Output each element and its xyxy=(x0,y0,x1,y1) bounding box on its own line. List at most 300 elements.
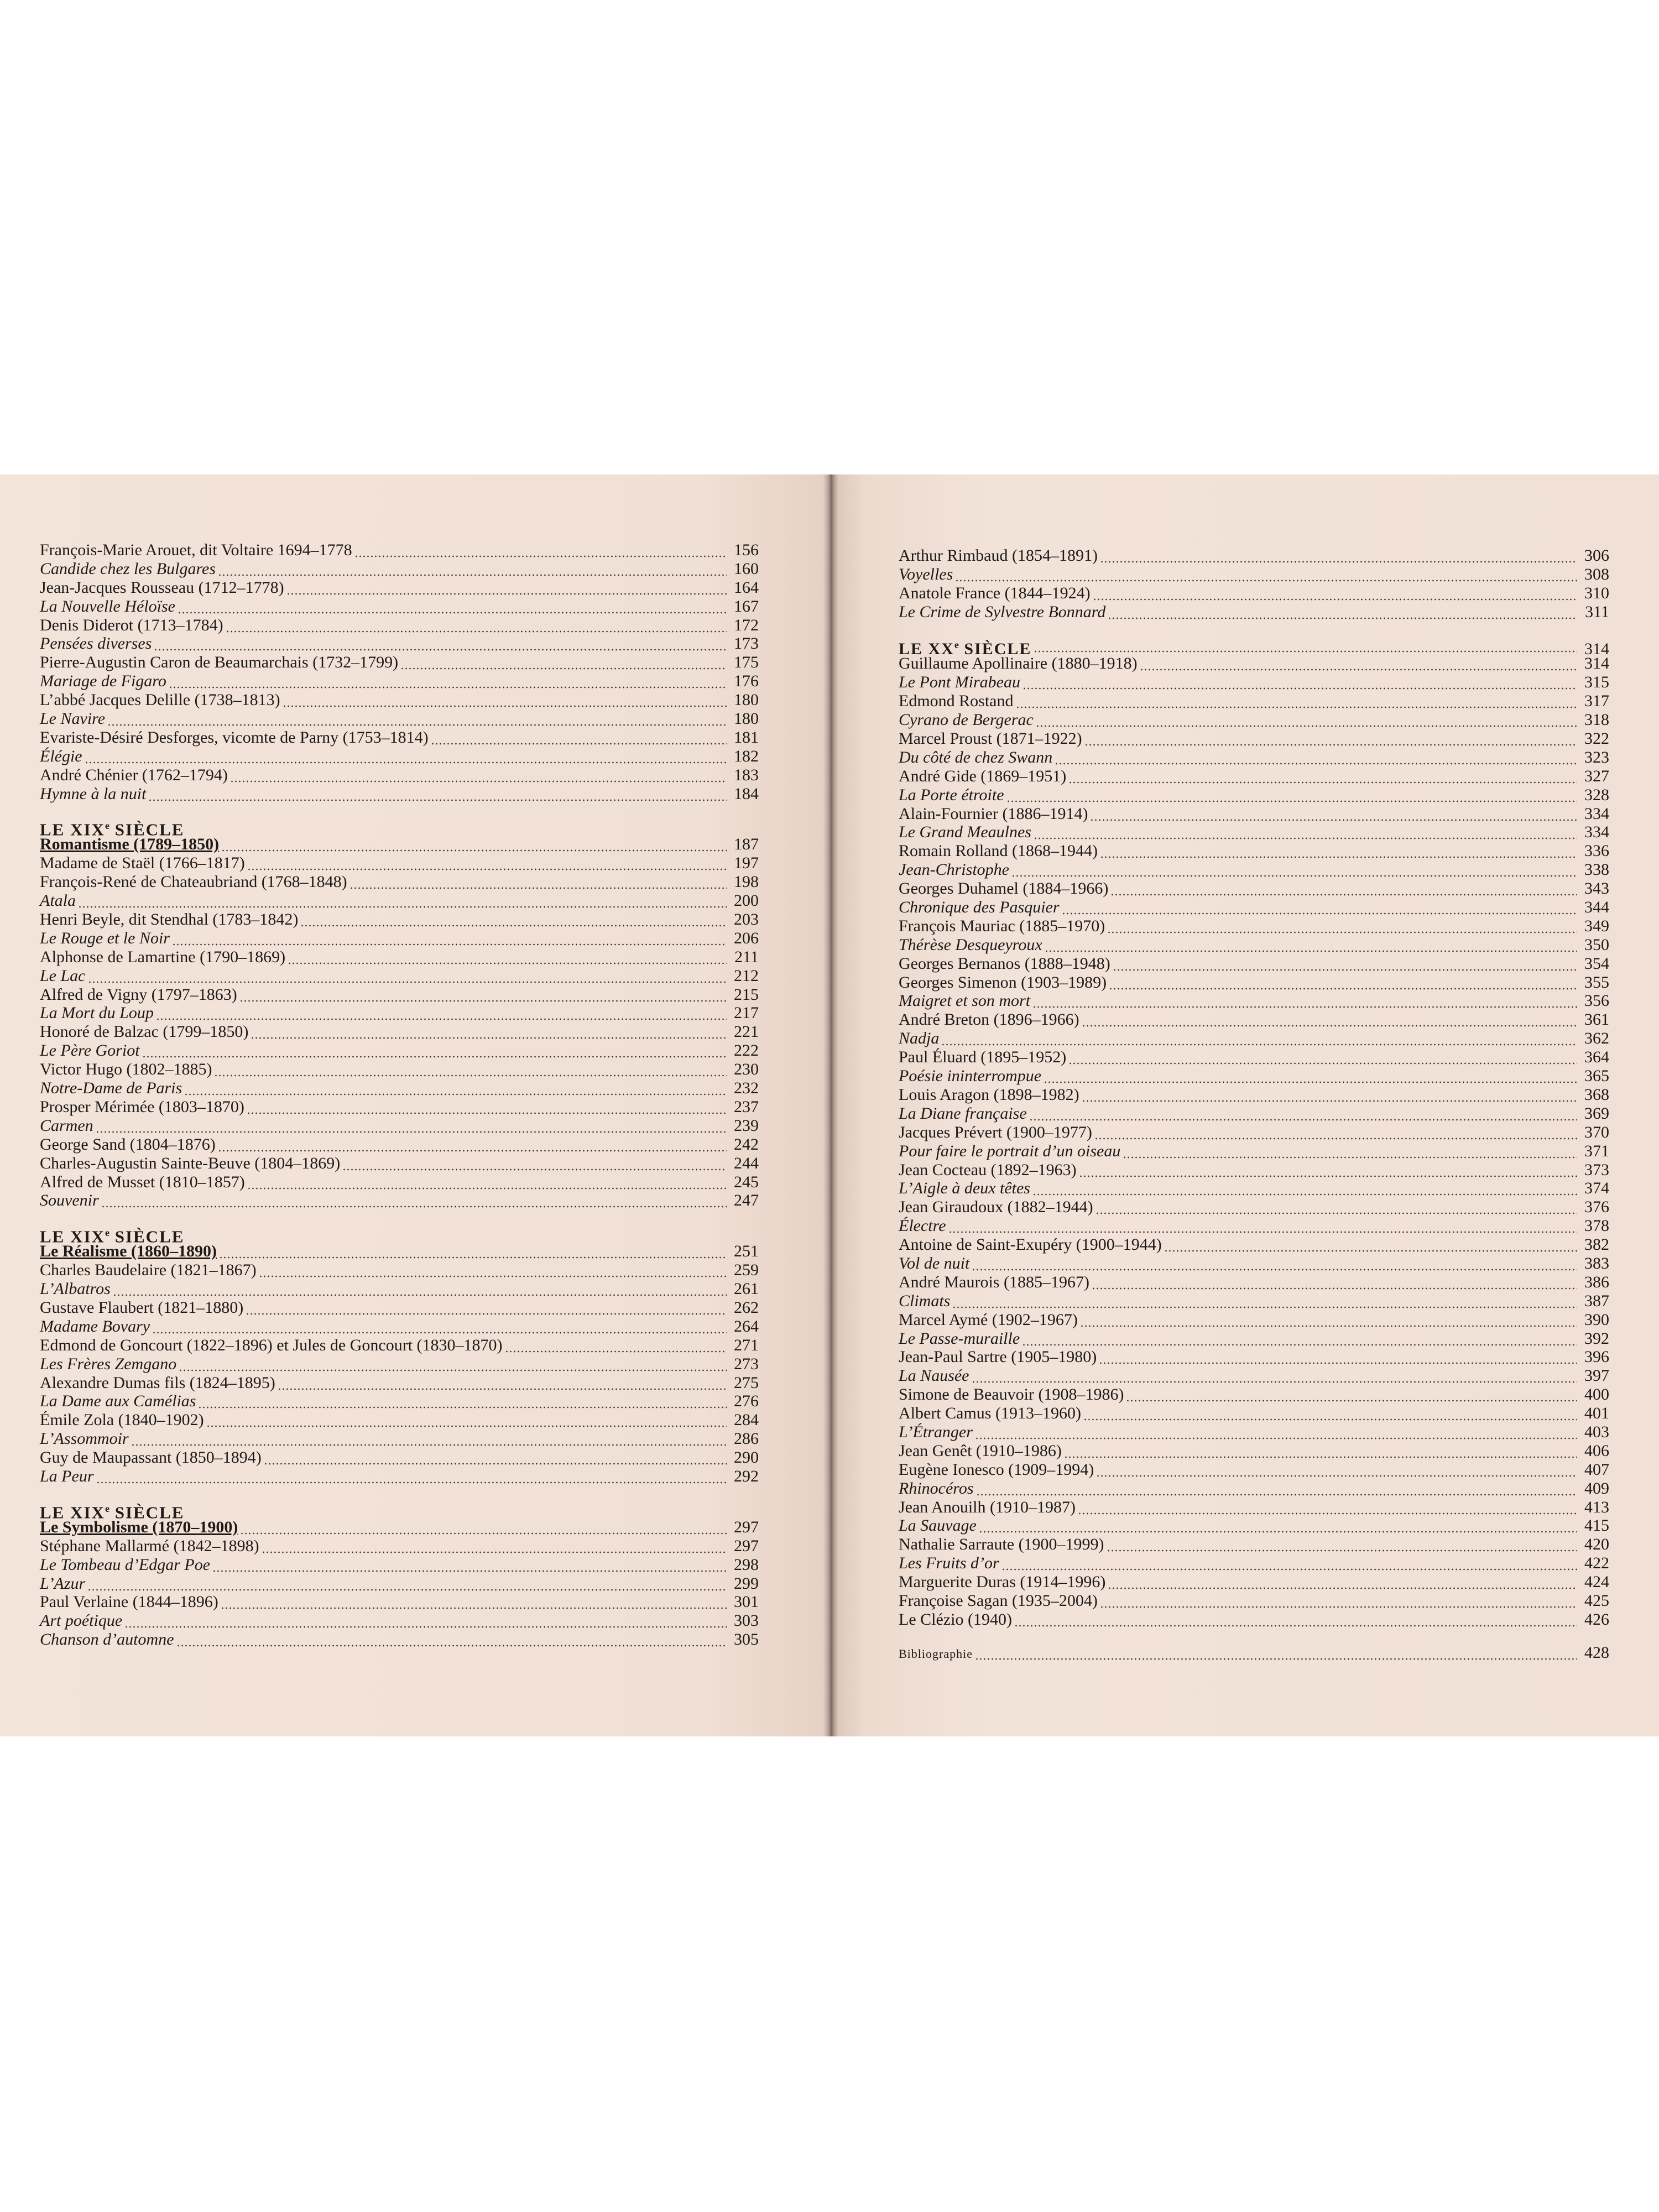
toc-entry xyxy=(40,653,759,672)
toc-entry xyxy=(899,1535,1609,1554)
toc-page-number: 215 xyxy=(734,985,759,1004)
toc-page-number: 343 xyxy=(1584,879,1609,898)
dot-leader xyxy=(247,854,727,873)
dot-leader xyxy=(1107,1535,1577,1554)
dot-leader xyxy=(278,1374,727,1392)
toc-entry xyxy=(899,1573,1609,1592)
dot-leader xyxy=(152,1317,727,1336)
toc-entry xyxy=(40,560,759,578)
toc-page-number: 247 xyxy=(734,1191,759,1210)
toc-entry xyxy=(40,1298,759,1317)
dot-leader xyxy=(1164,1235,1577,1254)
dot-leader xyxy=(1029,1104,1577,1123)
toc-entry-title: Bibliographie xyxy=(899,1646,973,1661)
toc-entry xyxy=(40,1173,759,1192)
toc-entry xyxy=(899,1366,1609,1385)
dot-leader xyxy=(96,1117,727,1135)
toc-entry-title: André Breton (1896–1966) xyxy=(899,1010,1079,1029)
dot-leader xyxy=(78,891,727,910)
toc-entry-title: Françoise Sagan (1935–2004) xyxy=(899,1591,1098,1610)
toc-entry-title: Le Crime de Sylvestre Bonnard xyxy=(899,602,1106,621)
dot-leader xyxy=(1126,1385,1577,1404)
dot-leader xyxy=(972,1254,1577,1273)
toc-page-number: 284 xyxy=(734,1411,759,1430)
dot-leader xyxy=(1108,603,1577,622)
toc-entry xyxy=(899,546,1609,565)
toc-page-number: 245 xyxy=(734,1172,759,1191)
toc-page-number: 160 xyxy=(734,559,759,578)
toc-entry xyxy=(40,1374,759,1392)
dot-leader xyxy=(1108,1573,1577,1592)
toc-page-number: 334 xyxy=(1584,804,1609,823)
dot-leader xyxy=(948,1217,1577,1235)
toc-page-number: 397 xyxy=(1584,1366,1609,1385)
toc-page-number: 428 xyxy=(1584,1643,1609,1662)
dot-leader xyxy=(1094,1123,1577,1142)
toc-entry-title: Marcel Aymé (1902–1967) xyxy=(899,1310,1078,1329)
toc-page-number: 314 xyxy=(1584,654,1609,673)
toc-page-number: 182 xyxy=(734,747,759,765)
dot-leader xyxy=(952,1292,1577,1311)
toc-page-number: 382 xyxy=(1584,1235,1609,1254)
toc-entry xyxy=(40,1098,759,1117)
toc-entry xyxy=(899,673,1609,692)
toc-entry xyxy=(899,1161,1609,1180)
toc-entry-title: Charles Baudelaire (1821–1867) xyxy=(40,1261,257,1280)
toc-entry xyxy=(899,1460,1609,1479)
spacer xyxy=(899,1629,1609,1644)
toc-entry xyxy=(40,691,759,709)
toc-page-number: 386 xyxy=(1584,1272,1609,1291)
toc-entry xyxy=(899,1010,1609,1029)
toc-entry-title: Le Pont Mirabeau xyxy=(899,673,1020,692)
toc-entry-title: Evariste-Désiré Desforges, vicomte de Parny (1753–1814) xyxy=(40,728,429,747)
toc-page-number: 206 xyxy=(734,928,759,947)
toc-entry-title: Élégie xyxy=(40,747,82,765)
dot-leader xyxy=(941,1029,1577,1048)
dot-leader xyxy=(148,785,727,804)
toc-entry xyxy=(40,1242,759,1261)
toc-page-number: 407 xyxy=(1584,1460,1609,1479)
dot-leader xyxy=(1109,973,1577,992)
toc-entry xyxy=(899,992,1609,1010)
toc-entry xyxy=(899,692,1609,711)
toc-entry xyxy=(40,854,759,873)
dot-leader xyxy=(349,873,727,891)
toc-entry-title: Jean-Jacques Rousseau (1712–1778) xyxy=(40,578,284,597)
toc-entry xyxy=(899,1179,1609,1198)
toc-entry xyxy=(40,616,759,635)
dot-leader xyxy=(1044,1067,1577,1086)
toc-entry-title: L’Aigle à deux têtes xyxy=(899,1179,1030,1198)
toc-entry xyxy=(899,973,1609,992)
dot-leader xyxy=(1107,917,1577,936)
toc-entry xyxy=(40,1537,759,1556)
toc-page-number: 426 xyxy=(1584,1610,1609,1629)
dot-leader xyxy=(1032,992,1577,1010)
dot-leader xyxy=(154,634,727,653)
dot-leader xyxy=(240,1518,727,1537)
toc-page-number: 203 xyxy=(734,910,759,929)
toc-entry-title: Maigret et son mort xyxy=(899,992,1031,1010)
toc-page-number: 237 xyxy=(734,1097,759,1116)
dot-leader xyxy=(1082,1010,1577,1029)
toc-entry xyxy=(899,711,1609,729)
dot-leader xyxy=(1034,636,1577,655)
toc-entry xyxy=(40,1467,759,1486)
toc-entry xyxy=(899,1104,1609,1123)
dot-leader xyxy=(1068,767,1577,786)
toc-entry xyxy=(899,1273,1609,1292)
toc-entry-title: Le Symbolisme (1870–1900) xyxy=(40,1517,238,1536)
dot-leader xyxy=(264,1448,727,1467)
toc-entry xyxy=(899,1442,1609,1460)
dot-leader xyxy=(1055,748,1577,767)
toc-entry-title: La Peur xyxy=(40,1467,94,1485)
dot-leader xyxy=(184,1079,727,1098)
toc-entry xyxy=(40,1317,759,1336)
toc-entry xyxy=(899,1235,1609,1254)
toc-entry xyxy=(899,954,1609,973)
toc-entry xyxy=(899,1217,1609,1235)
toc-entry-title: La Nausée xyxy=(899,1366,969,1385)
toc-entry-title: Alain-Fournier (1886–1914) xyxy=(899,804,1088,823)
toc-entry-title: André Chénier (1762–1794) xyxy=(40,765,228,784)
toc-page-number: 198 xyxy=(734,873,759,891)
dot-leader xyxy=(1092,1273,1577,1292)
dot-leader xyxy=(1078,1498,1577,1517)
toc-page-number: 396 xyxy=(1584,1348,1609,1366)
toc-entry-title: Pensées diverses xyxy=(40,634,152,653)
toc-entry xyxy=(899,1086,1609,1104)
dot-leader xyxy=(1034,823,1577,842)
toc-entry-title: Mariage de Figaro xyxy=(40,672,166,691)
toc-page-number: 200 xyxy=(734,891,759,910)
dot-leader xyxy=(1100,1592,1577,1610)
toc-entry xyxy=(40,709,759,728)
dot-leader xyxy=(212,1556,727,1574)
toc-entry-title: Alexandre Dumas fils (1824–1895) xyxy=(40,1373,275,1392)
toc-page-number: 292 xyxy=(734,1467,759,1485)
toc-page-number: 167 xyxy=(734,597,759,615)
toc-entry-title: Simone de Beauvoir (1908–1986) xyxy=(899,1385,1124,1404)
dot-leader xyxy=(247,1098,727,1117)
toc-entry-title: Le Passe-muraille xyxy=(899,1329,1020,1348)
toc-page-number: 297 xyxy=(734,1536,759,1555)
dot-leader xyxy=(1099,1348,1577,1366)
toc-entry-title: François-Marie Arouet, dit Voltaire 1694–1778 xyxy=(40,541,352,559)
toc-entry-title: Le Lac xyxy=(40,966,86,985)
toc-page-number: 298 xyxy=(734,1555,759,1574)
toc-entry xyxy=(40,835,759,854)
toc-entry-title: Paul Éluard (1895–1952) xyxy=(899,1048,1067,1067)
dot-leader xyxy=(131,1430,727,1448)
toc-entry-title: George Sand (1804–1876) xyxy=(40,1135,216,1154)
toc-entry xyxy=(40,948,759,967)
toc-entry-title: Jean Genêt (1910–1986) xyxy=(899,1441,1062,1460)
toc-page-number: 387 xyxy=(1584,1291,1609,1310)
dot-leader xyxy=(1062,898,1577,917)
toc-entry xyxy=(40,910,759,929)
toc-page-number: 403 xyxy=(1584,1422,1609,1441)
toc-entry-title: Le Clézio (1940) xyxy=(899,1610,1012,1629)
dot-leader xyxy=(246,1298,727,1317)
toc-entry-title: L’abbé Jacques Delille (1738–1813) xyxy=(40,691,280,709)
toc-page-number: 197 xyxy=(734,854,759,873)
toc-page-number: 273 xyxy=(734,1354,759,1373)
toc-entry-title: Du côté de chez Swann xyxy=(899,748,1053,766)
toc-entry xyxy=(899,1385,1609,1404)
spacer xyxy=(899,622,1609,636)
toc-page-number: 323 xyxy=(1584,748,1609,766)
dot-leader xyxy=(87,1574,727,1593)
dot-leader xyxy=(300,910,727,929)
toc-page-number: 184 xyxy=(734,784,759,803)
toc-entry-title: Arthur Rimbaud (1854–1891) xyxy=(899,546,1098,565)
toc-page-number: 286 xyxy=(734,1430,759,1448)
toc-entry-title: Thérèse Desqueyroux xyxy=(899,935,1042,954)
dot-leader xyxy=(342,1154,727,1173)
dot-leader xyxy=(179,1355,727,1374)
toc-entry xyxy=(40,1261,759,1280)
toc-entry-title: Madame Bovary xyxy=(40,1317,150,1335)
dot-leader xyxy=(354,541,727,560)
toc-page-number: 383 xyxy=(1584,1254,1609,1272)
toc-entry xyxy=(40,1336,759,1355)
toc-entry xyxy=(40,747,759,766)
dot-leader xyxy=(972,1366,1578,1385)
dot-leader xyxy=(1068,1048,1577,1067)
toc-page-number: 276 xyxy=(734,1392,759,1411)
toc-page-number: 344 xyxy=(1584,898,1609,917)
toc-page-number: 275 xyxy=(734,1373,759,1392)
toc-entry xyxy=(899,1254,1609,1273)
dot-leader xyxy=(1011,860,1577,879)
dot-leader xyxy=(975,1423,1577,1442)
toc-entry xyxy=(40,891,759,910)
dot-leader xyxy=(1006,786,1577,805)
dot-leader xyxy=(259,1261,727,1280)
toc-entry-title: Pierre-Augustin Caron de Beaumarchais (1732–1799) xyxy=(40,653,399,672)
dot-leader xyxy=(1045,936,1577,954)
toc-page-number: 361 xyxy=(1584,1010,1609,1029)
toc-entry-title: Jean-Christophe xyxy=(899,860,1009,879)
toc-entry-title: L’Azur xyxy=(40,1574,86,1593)
toc-page-number: 303 xyxy=(734,1611,759,1630)
toc-page-number: 409 xyxy=(1584,1479,1609,1498)
dot-leader xyxy=(221,835,727,854)
toc-entry xyxy=(40,1060,759,1079)
toc-entry-title: Le Grand Meaulnes xyxy=(899,823,1031,842)
toc-entry xyxy=(899,1048,1609,1067)
section-heading: LE XIXe SIÈCLE xyxy=(40,1503,185,1522)
dot-leader xyxy=(286,578,727,597)
dot-leader xyxy=(178,597,727,616)
dot-leader xyxy=(1016,692,1578,711)
toc-entry xyxy=(899,767,1609,786)
toc-entry xyxy=(899,936,1609,954)
toc-entry-title: La Porte étroite xyxy=(899,785,1004,804)
toc-page-number: 217 xyxy=(734,1004,759,1022)
toc-entry xyxy=(899,1123,1609,1142)
toc-entry-title: Jacques Prévert (1900–1977) xyxy=(899,1123,1092,1141)
dot-leader xyxy=(1090,805,1577,823)
toc-entry xyxy=(40,1135,759,1154)
toc-page-number: 354 xyxy=(1584,954,1609,973)
toc-entry xyxy=(40,1041,759,1060)
dot-leader xyxy=(206,1411,727,1430)
toc-page-number: 290 xyxy=(734,1448,759,1467)
toc-entry xyxy=(40,766,759,785)
toc-entry xyxy=(899,860,1609,879)
toc-entry-title: Alfred de Musset (1810–1857) xyxy=(40,1172,245,1191)
toc-page-number: 261 xyxy=(734,1280,759,1298)
dot-leader xyxy=(142,1041,727,1060)
toc-page-number: 413 xyxy=(1584,1498,1609,1516)
toc-page-number: 212 xyxy=(734,966,759,985)
toc-entry xyxy=(40,728,759,747)
toc-entry xyxy=(40,541,759,560)
dot-leader xyxy=(1140,654,1577,673)
toc-page-number: 406 xyxy=(1584,1441,1609,1460)
toc-entry xyxy=(899,1142,1609,1161)
toc-entry-title: François-René de Chateaubriand (1768–1848) xyxy=(40,873,347,891)
toc-page-number: 350 xyxy=(1584,935,1609,954)
dot-leader xyxy=(156,1004,727,1022)
dot-leader xyxy=(221,1593,727,1611)
dot-leader xyxy=(172,929,727,948)
toc-entry-title: Voyelles xyxy=(899,565,953,583)
book-spine xyxy=(823,474,839,1736)
toc-page-number: 164 xyxy=(734,578,759,597)
toc-entry-title: Marguerite Duras (1914–1996) xyxy=(899,1573,1106,1592)
toc-entry-title: Le Tombeau d’Edgar Poe xyxy=(40,1555,211,1574)
toc-page-number: 242 xyxy=(734,1135,759,1154)
dot-leader xyxy=(214,1060,727,1079)
toc-entry-title: L’Étranger xyxy=(899,1422,973,1441)
toc-entry-title: Jean Cocteau (1892–1963) xyxy=(899,1160,1077,1179)
dot-leader xyxy=(1096,1460,1577,1479)
toc-page-number: 400 xyxy=(1584,1385,1609,1404)
toc-entry xyxy=(899,1029,1609,1048)
toc-entry-title: Anatole France (1844–1924) xyxy=(899,583,1091,602)
toc-entry xyxy=(899,748,1609,767)
toc-entry xyxy=(899,786,1609,805)
toc-entry-title: Edmond de Goncourt (1822–1896) et Jules de Goncourt (1830–1870) xyxy=(40,1335,503,1354)
toc-entry-title: Candide chez les Bulgares xyxy=(40,559,216,578)
toc-entry-title: Jean Anouilh (1910–1987) xyxy=(899,1498,1076,1516)
toc-entry-title: Nathalie Sarraute (1900–1999) xyxy=(899,1535,1104,1554)
toc-page-number: 370 xyxy=(1584,1123,1609,1141)
toc-entry xyxy=(40,1518,759,1537)
toc-page-number: 314 xyxy=(1584,639,1609,658)
toc-entry-title: Le Père Goriot xyxy=(40,1041,140,1060)
toc-page-number: 308 xyxy=(1584,565,1609,583)
left-table-of-contents xyxy=(40,541,759,1649)
toc-entry xyxy=(899,917,1609,936)
toc-page-number: 230 xyxy=(734,1060,759,1079)
toc-entry xyxy=(899,898,1609,917)
toc-entry-title: André Gide (1869–1951) xyxy=(899,766,1067,785)
toc-entry-title: Gustave Flaubert (1821–1880) xyxy=(40,1298,244,1317)
toc-page-number: 297 xyxy=(734,1517,759,1536)
book-spread xyxy=(0,474,1659,1736)
toc-entry-title: Prosper Mérimée (1803–1870) xyxy=(40,1097,244,1116)
toc-page-number: 262 xyxy=(734,1298,759,1317)
toc-page-number: 422 xyxy=(1584,1554,1609,1573)
dot-leader xyxy=(1084,729,1577,748)
toc-entry xyxy=(899,1479,1609,1498)
dot-leader xyxy=(1036,711,1577,729)
toc-entry-title: Charles-Augustin Sainte-Beuve (1804–1869) xyxy=(40,1154,341,1172)
toc-entry-title: L’Albatros xyxy=(40,1280,111,1298)
toc-page-number: 187 xyxy=(734,835,759,854)
toc-entry-title: Louis Aragon (1898–1982) xyxy=(899,1085,1079,1104)
toc-entry-title: Cyrano de Bergerac xyxy=(899,711,1034,729)
toc-page-number: 392 xyxy=(1584,1329,1609,1348)
toc-page-number: 369 xyxy=(1584,1104,1609,1123)
toc-entry-title: La Sauvage xyxy=(899,1516,977,1535)
toc-page-number: 251 xyxy=(734,1242,759,1261)
toc-entry xyxy=(899,823,1609,842)
toc-page-number: 172 xyxy=(734,615,759,634)
toc-entry-title: La Nouvelle Héloïse xyxy=(40,597,175,615)
toc-page-number: 259 xyxy=(734,1261,759,1280)
toc-page-number: 355 xyxy=(1584,973,1609,992)
toc-page-number: 365 xyxy=(1584,1067,1609,1086)
toc-page-number: 156 xyxy=(734,541,759,559)
toc-page-number: 349 xyxy=(1584,916,1609,935)
dot-leader xyxy=(288,948,727,967)
toc-entry xyxy=(40,634,759,653)
dot-leader xyxy=(96,1467,727,1486)
toc-entry-title: Art poétique xyxy=(40,1611,123,1630)
toc-entry xyxy=(899,1592,1609,1610)
bibliography-entry xyxy=(899,1644,1609,1662)
toc-page-number: 232 xyxy=(734,1079,759,1098)
dot-leader xyxy=(198,1392,727,1411)
toc-entry xyxy=(899,1516,1609,1535)
toc-entry-title: Guy de Maupassant (1850–1894) xyxy=(40,1448,262,1467)
dot-leader xyxy=(1113,954,1577,973)
dot-leader xyxy=(975,1644,1577,1662)
toc-page-number: 180 xyxy=(734,691,759,709)
toc-entry-title: Chanson d’automne xyxy=(40,1630,174,1649)
toc-entry xyxy=(40,1556,759,1574)
toc-page-number: 183 xyxy=(734,765,759,784)
dot-leader xyxy=(955,565,1577,584)
toc-entry-title: Jean Giraudoux (1882–1944) xyxy=(899,1198,1093,1217)
toc-entry-title: Électre xyxy=(899,1217,946,1235)
toc-page-number: 356 xyxy=(1584,992,1609,1010)
dot-leader xyxy=(283,691,727,709)
toc-page-number: 310 xyxy=(1584,583,1609,602)
toc-page-number: 420 xyxy=(1584,1535,1609,1554)
toc-entry xyxy=(899,1067,1609,1086)
toc-entry-title: Paul Verlaine (1844–1896) xyxy=(40,1593,218,1611)
toc-page-number: 328 xyxy=(1584,785,1609,804)
toc-entry-title: Le Navire xyxy=(40,709,106,728)
toc-entry xyxy=(40,873,759,891)
dot-leader xyxy=(976,1479,1577,1498)
toc-page-number: 239 xyxy=(734,1116,759,1135)
toc-entry-title: Stéphane Mallarmé (1842–1898) xyxy=(40,1536,259,1555)
toc-entry-title: Victor Hugo (1802–1885) xyxy=(40,1060,212,1079)
toc-entry xyxy=(40,929,759,948)
toc-entry-title: Les Frères Zemgano xyxy=(40,1354,177,1373)
dot-leader xyxy=(1093,584,1577,603)
toc-page-number: 362 xyxy=(1584,1029,1609,1048)
